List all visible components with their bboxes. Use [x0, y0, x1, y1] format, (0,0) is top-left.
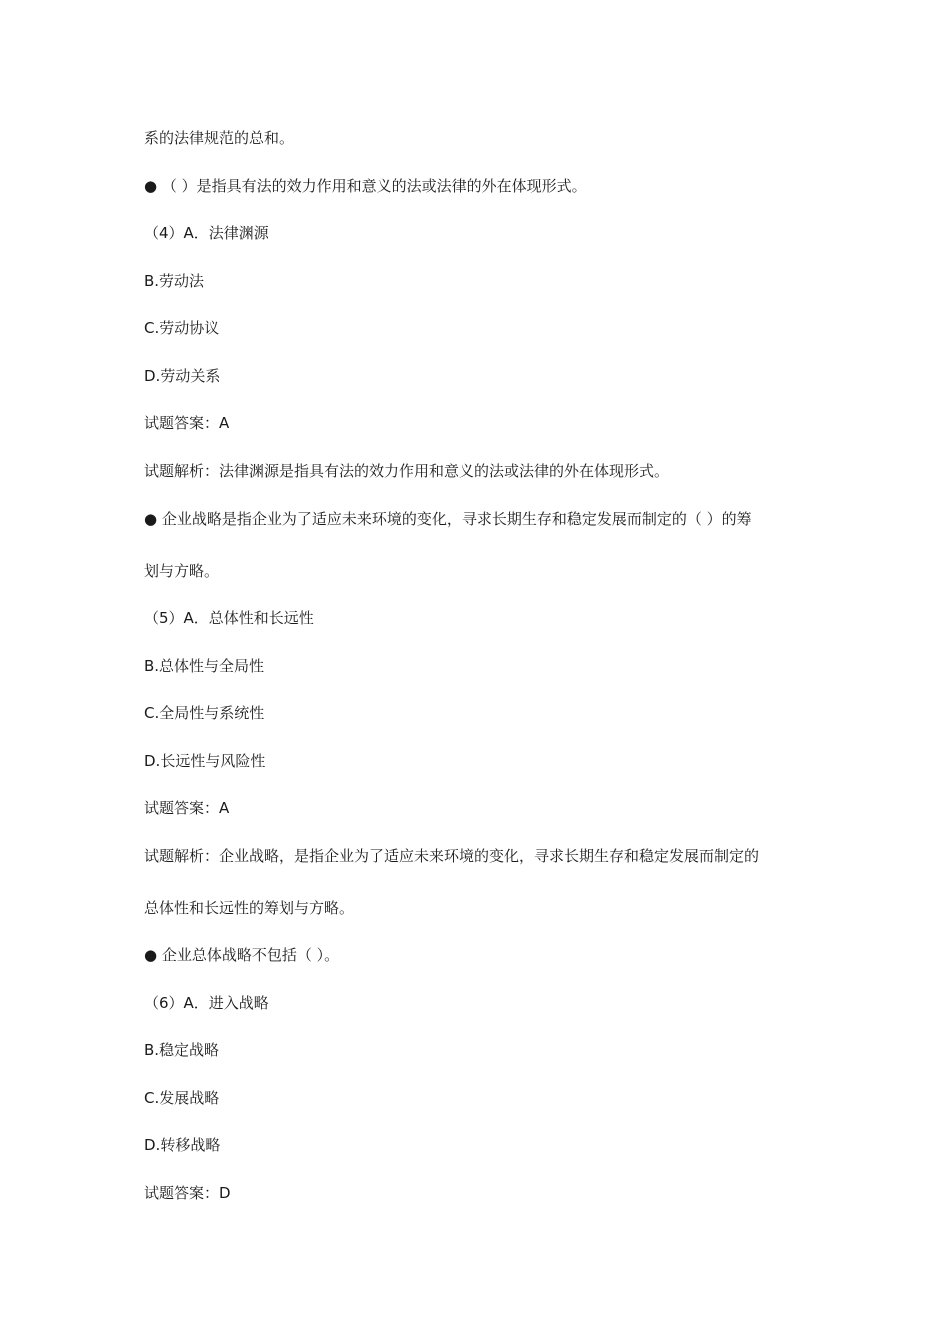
question-6-option-c: C.发展战略 [144, 1089, 220, 1107]
question-4-answer: 试题答案：A [144, 414, 230, 432]
question-6-stem: ● 企业总体战略不包括（ ）。 [144, 946, 340, 964]
question-6-answer: 试题答案：D [144, 1184, 231, 1202]
question-4-stem: ● （ ）是指具有法的效力作用和意义的法或法律的外在体现形式。 [144, 177, 587, 195]
question-5-stem-continued: 划与方略。 [144, 562, 220, 580]
question-4-option-a: （4）A．法律渊源 [144, 224, 269, 242]
question-4-option-c: C.劳动协议 [144, 319, 220, 337]
question-5-answer: 试题答案：A [144, 799, 230, 817]
question-6-option-b: B.稳定战略 [144, 1041, 220, 1059]
question-5-explanation-continued: 总体性和长远性的筹划与方略。 [144, 899, 355, 917]
question-4-option-d: D.劳动关系 [144, 367, 221, 385]
question-5-option-a: （5）A．总体性和长远性 [144, 609, 314, 627]
question-5-stem: ● 企业战略是指企业为了适应未来环境的变化，寻求长期生存和稳定发展而制定的（ ）的筹 [144, 510, 752, 528]
text-line-continuation: 系的法律规范的总和。 [144, 129, 295, 147]
question-4-explanation: 试题解析：法律渊源是指具有法的效力作用和意义的法或法律的外在体现形式。 [144, 462, 670, 480]
question-6-option-a: （6）A．进入战略 [144, 994, 269, 1012]
question-5-option-c: C.全局性与系统性 [144, 704, 265, 722]
question-6-option-d: D.转移战略 [144, 1136, 221, 1154]
question-4-option-b: B.劳动法 [144, 272, 205, 290]
question-5-option-b: B.总体性与全局性 [144, 657, 265, 675]
question-5-explanation: 试题解析：企业战略，是指企业为了适应未来环境的变化，寻求长期生存和稳定发展而制定的 [144, 847, 760, 865]
question-5-option-d: D.长远性与风险性 [144, 752, 266, 770]
